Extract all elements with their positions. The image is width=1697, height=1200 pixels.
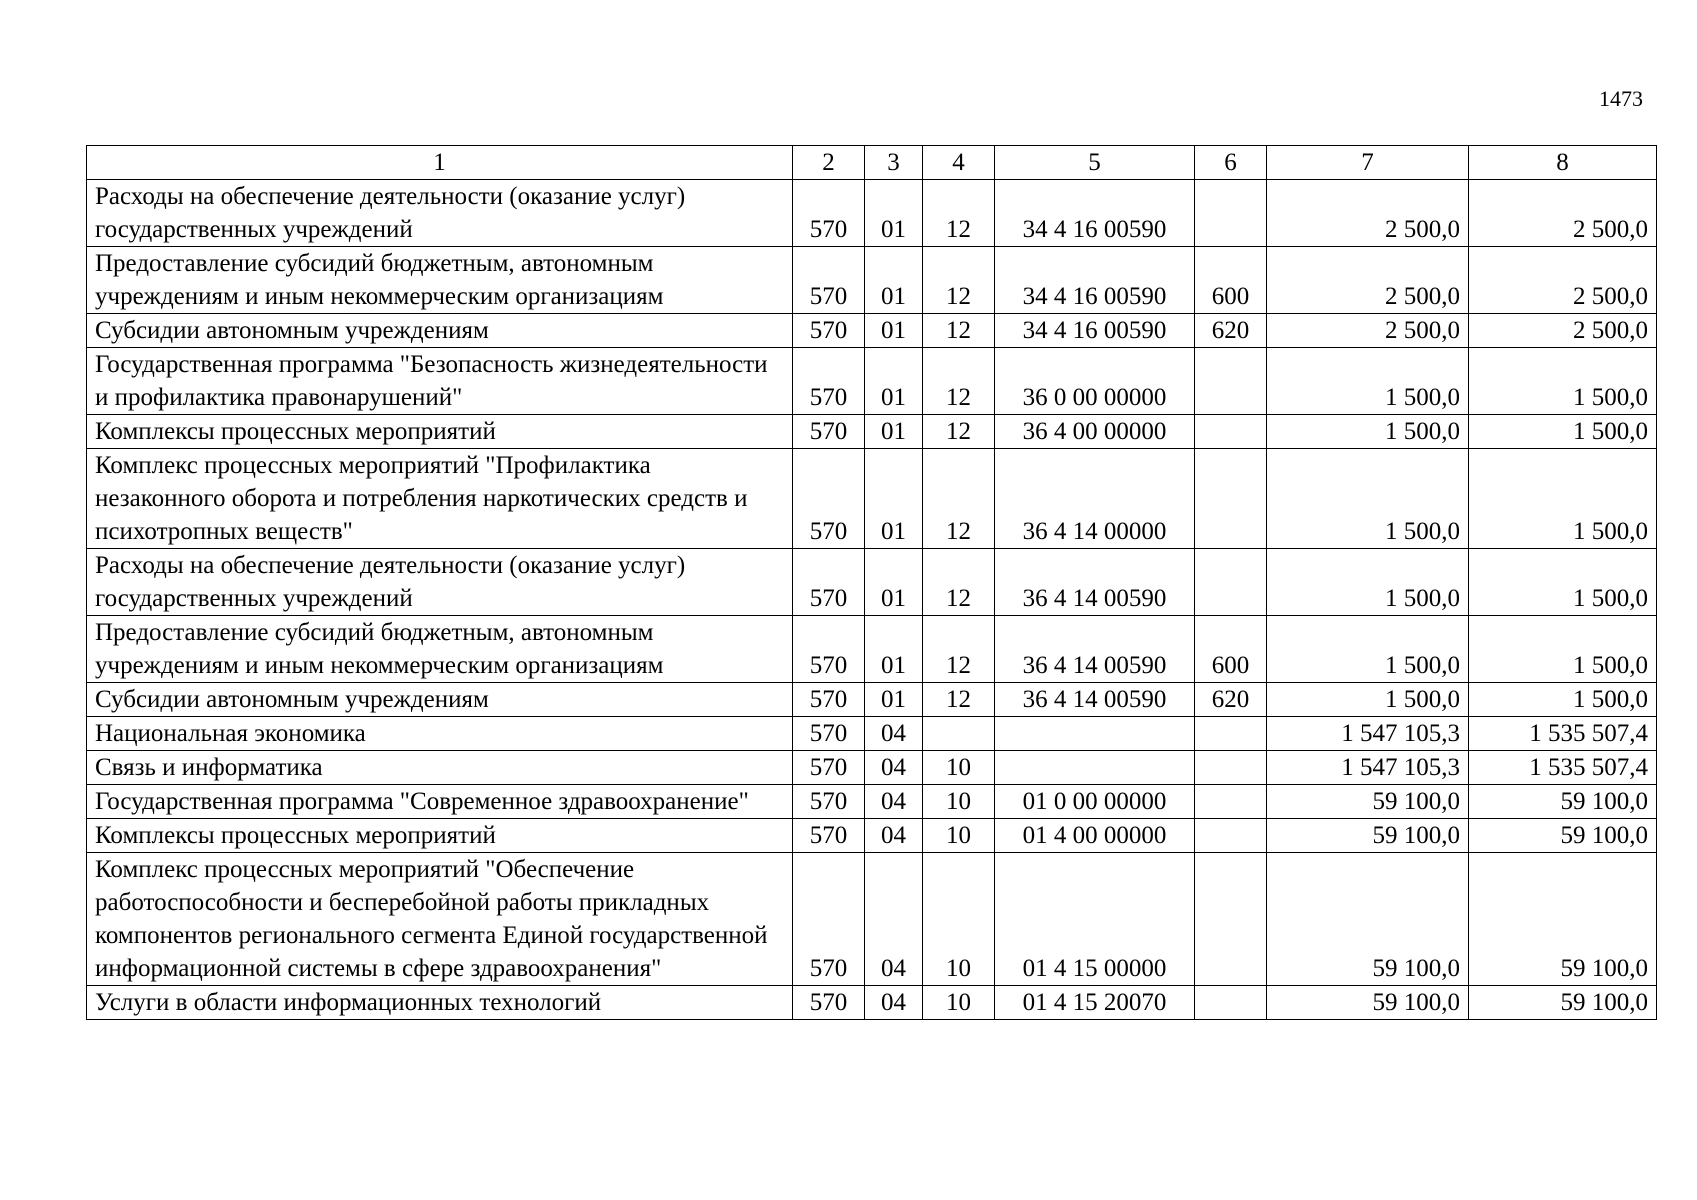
amount-year-1: 1 500,0 [1267,415,1469,449]
amount-year-1: 2 500,0 [1267,180,1469,247]
table-row [87,449,1657,549]
table-row [87,180,1657,247]
table-row [87,348,1657,415]
admin-code: 570 [793,180,865,247]
table-row [87,785,1657,819]
column-header: 7 [1267,146,1469,180]
amount-year-1: 1 500,0 [1267,683,1469,717]
expense-name: Субсидии автономным учреждениям [87,314,793,348]
target-article-code: 34 4 16 00590 [995,180,1195,247]
subsection-code: 10 [923,853,995,986]
expense-type-code [1195,751,1267,785]
subsection-code: 10 [923,751,995,785]
amount-year-1: 2 500,0 [1267,314,1469,348]
table-header-row [87,146,1657,180]
amount-year-2: 1 500,0 [1469,449,1657,549]
expense-name: Комплексы процессных мероприятий [87,415,793,449]
table-row [87,415,1657,449]
expense-type-code [1195,415,1267,449]
section-code: 01 [865,683,923,717]
target-article-code: 01 0 00 00000 [995,785,1195,819]
amount-year-2: 1 500,0 [1469,616,1657,683]
target-article-code: 01 4 15 20070 [995,986,1195,1020]
expense-name: Услуги в области информационных технологий [87,986,793,1020]
column-header: 4 [923,146,995,180]
section-code: 01 [865,415,923,449]
expense-type-code [1195,986,1267,1020]
target-article-code: 36 4 14 00590 [995,683,1195,717]
subsection-code: 12 [923,314,995,348]
expense-name: Расходы на обеспечение деятельности (оказание услуг) государственных учреждений [87,549,793,616]
amount-year-2: 1 500,0 [1469,415,1657,449]
table-row [87,751,1657,785]
expense-name: Предоставление субсидий бюджетным, автономным учреждениям и иным некоммерческим организациям [87,247,793,314]
section-code: 04 [865,785,923,819]
expense-type-code: 620 [1195,683,1267,717]
admin-code: 570 [793,751,865,785]
admin-code: 570 [793,314,865,348]
expense-type-code [1195,819,1267,853]
amount-year-1: 1 500,0 [1267,549,1469,616]
target-article-code: 01 4 15 00000 [995,853,1195,986]
subsection-code: 12 [923,180,995,247]
section-code: 01 [865,616,923,683]
section-code: 01 [865,449,923,549]
amount-year-1: 59 100,0 [1267,785,1469,819]
subsection-code: 12 [923,683,995,717]
page-number: 1473 [1599,86,1643,111]
section-code: 01 [865,314,923,348]
expense-type-code [1195,449,1267,549]
expense-type-code [1195,549,1267,616]
amount-year-2: 1 500,0 [1469,549,1657,616]
column-header: 8 [1469,146,1657,180]
subsection-code: 12 [923,247,995,314]
amount-year-1: 59 100,0 [1267,986,1469,1020]
target-article-code: 01 4 00 00000 [995,819,1195,853]
table-row [87,549,1657,616]
admin-code: 570 [793,449,865,549]
section-code: 04 [865,717,923,751]
table-row [87,247,1657,314]
amount-year-2: 2 500,0 [1469,180,1657,247]
target-article-code: 34 4 16 00590 [995,314,1195,348]
amount-year-2: 59 100,0 [1469,785,1657,819]
column-header: 1 [87,146,793,180]
expense-name: Комплексы процессных мероприятий [87,819,793,853]
subsection-code: 12 [923,549,995,616]
expense-type-code: 600 [1195,616,1267,683]
subsection-code: 10 [923,819,995,853]
section-code: 01 [865,180,923,247]
expense-name: Субсидии автономным учреждениям [87,683,793,717]
admin-code: 570 [793,819,865,853]
expense-type-code [1195,785,1267,819]
subsection-code: 10 [923,785,995,819]
amount-year-2: 1 535 507,4 [1469,717,1657,751]
target-article-code: 36 4 14 00590 [995,549,1195,616]
subsection-code: 12 [923,616,995,683]
subsection-code [923,717,995,751]
target-article-code: 34 4 16 00590 [995,247,1195,314]
subsection-code: 12 [923,415,995,449]
table-row [87,853,1657,986]
target-article-code: 36 4 14 00590 [995,616,1195,683]
section-code: 01 [865,247,923,314]
expense-type-code [1195,853,1267,986]
expense-type-code: 600 [1195,247,1267,314]
table-row [87,616,1657,683]
admin-code: 570 [793,683,865,717]
target-article-code: 36 4 00 00000 [995,415,1195,449]
expense-type-code: 620 [1195,314,1267,348]
expense-name: Расходы на обеспечение деятельности (оказание услуг) государственных учреждений [87,180,793,247]
admin-code: 570 [793,348,865,415]
expense-type-code [1195,348,1267,415]
amount-year-2: 1 500,0 [1469,348,1657,415]
amount-year-2: 59 100,0 [1469,986,1657,1020]
target-article-code [995,717,1195,751]
admin-code: 570 [793,717,865,751]
column-header: 3 [865,146,923,180]
amount-year-1: 1 500,0 [1267,616,1469,683]
column-header: 2 [793,146,865,180]
amount-year-2: 59 100,0 [1469,853,1657,986]
expense-name: Национальная экономика [87,717,793,751]
budget-table [86,145,1657,1020]
amount-year-2: 1 535 507,4 [1469,751,1657,785]
amount-year-2: 2 500,0 [1469,247,1657,314]
admin-code: 570 [793,415,865,449]
section-code: 01 [865,348,923,415]
admin-code: 570 [793,853,865,986]
expense-name: Предоставление субсидий бюджетным, автономным учреждениям и иным некоммерческим организациям [87,616,793,683]
table-row [87,986,1657,1020]
amount-year-1: 1 547 105,3 [1267,751,1469,785]
expense-type-code [1195,180,1267,247]
admin-code: 570 [793,549,865,616]
amount-year-1: 59 100,0 [1267,853,1469,986]
amount-year-1: 1 500,0 [1267,348,1469,415]
expense-name: Связь и информатика [87,751,793,785]
expense-name: Государственная программа "Современное здравоохранение" [87,785,793,819]
amount-year-2: 1 500,0 [1469,683,1657,717]
section-code: 01 [865,549,923,616]
section-code: 04 [865,986,923,1020]
amount-year-1: 2 500,0 [1267,247,1469,314]
subsection-code: 10 [923,986,995,1020]
amount-year-1: 1 547 105,3 [1267,717,1469,751]
column-header: 6 [1195,146,1267,180]
amount-year-2: 59 100,0 [1469,819,1657,853]
section-code: 04 [865,853,923,986]
amount-year-2: 2 500,0 [1469,314,1657,348]
subsection-code: 12 [923,348,995,415]
subsection-code: 12 [923,449,995,549]
admin-code: 570 [793,616,865,683]
section-code: 04 [865,751,923,785]
admin-code: 570 [793,785,865,819]
expense-type-code [1195,717,1267,751]
target-article-code: 36 0 00 00000 [995,348,1195,415]
expense-name: Комплекс процессных мероприятий "Профилактика незаконного оборота и потребления наркотических средств и психотропных веществ" [87,449,793,549]
amount-year-1: 1 500,0 [1267,449,1469,549]
section-code: 04 [865,819,923,853]
target-article-code [995,751,1195,785]
table-row [87,819,1657,853]
amount-year-1: 59 100,0 [1267,819,1469,853]
expense-name: Государственная программа "Безопасность жизнедеятельности и профилактика правонарушений" [87,348,793,415]
column-header: 5 [995,146,1195,180]
admin-code: 570 [793,986,865,1020]
table-row [87,683,1657,717]
target-article-code: 36 4 14 00000 [995,449,1195,549]
admin-code: 570 [793,247,865,314]
table-row [87,314,1657,348]
table-row [87,717,1657,751]
expense-name: Комплекс процессных мероприятий "Обеспечение работоспособности и бесперебойной работы прикладных компонентов регионального сегмента Единой государственной информационной системы в сфере здравоохранения" [87,853,793,986]
